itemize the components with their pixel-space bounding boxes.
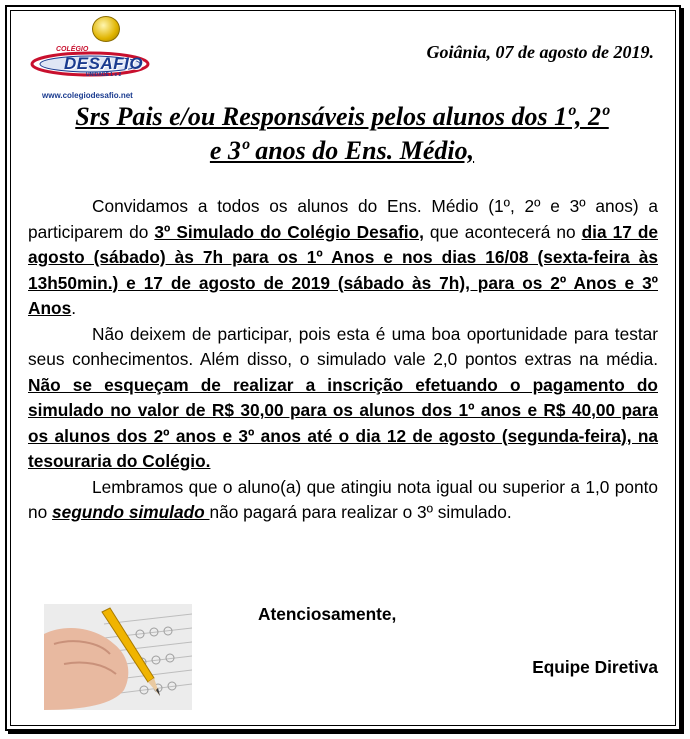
p1-text-1: Convidamos a todos os alunos do Ens. Médio (1º, 2º e 3º anos) a participarem do (28, 196, 658, 242)
paragraph-exemption (28, 475, 658, 526)
logo-text-unidade: UNIDADE 1 e 2 (86, 72, 122, 78)
school-logo (28, 16, 158, 100)
signature: Equipe Diretiva (532, 657, 658, 677)
p3-highlight: segundo simulado (52, 502, 210, 522)
p1-schedule: dia 17 de agosto (sábado) às 7h para os 1º Anos e nos dias 16/08 (sexta-feira às 13h50min.) e 17 de agosto de 2019 (sábado às 7h), para os 2º Anos e 3º Anos (28, 221, 659, 318)
date-line: Goiânia, 07 de agosto de 2019. (426, 42, 654, 62)
hand-pencil-icon (44, 604, 192, 710)
p3-text-2: não pagará para realizar o 3º simulado. (209, 502, 512, 522)
school-website: www.colegiodesafio.net (42, 91, 133, 100)
heading-line-1: Srs Pais e/ou Responsáveis pelos alunos dos 1º, 2º (75, 102, 609, 131)
award-seal-icon (92, 16, 120, 42)
p2-text-1: Não deixem de participar, pois esta é uma boa oportunidade para testar seus conhecimentos. Além disso, o simulado vale 2,0 pontos extras na média. (28, 323, 658, 369)
pencil-exam-photo (44, 604, 192, 710)
p3-text-1: Lembramos que o aluno(a) que atingiu nota igual ou superior a 1,0 ponto no (28, 476, 658, 522)
letter-body (28, 194, 658, 526)
p1-text-2: que acontecerá no (423, 221, 582, 242)
p2-payment-notice: Não se esqueçam de realizar a inscrição efetuando o pagamento do simulado no valor de R$ 30,00 para os alunos dos 1º anos e R$ 40,00 para os alunos dos 2º anos e 3º anos até o dia 12 de agosto (segunda-feira), na tesouraria do Colégio. (28, 374, 658, 471)
closing-salutation: Atenciosamente, (258, 604, 397, 624)
p1-text-3: . (71, 298, 77, 318)
logo-text-desafio: DESAFIO (64, 54, 144, 73)
letter-heading (22, 100, 662, 168)
p1-event-name: 3º Simulado do Colégio Desafio, (154, 221, 424, 242)
paragraph-registration (28, 322, 658, 475)
paragraph-invitation (28, 194, 658, 322)
heading-line-2: e 3º anos do Ens. Médio, (209, 136, 475, 165)
logo-text-colegio: COLÉGIO (56, 46, 89, 53)
